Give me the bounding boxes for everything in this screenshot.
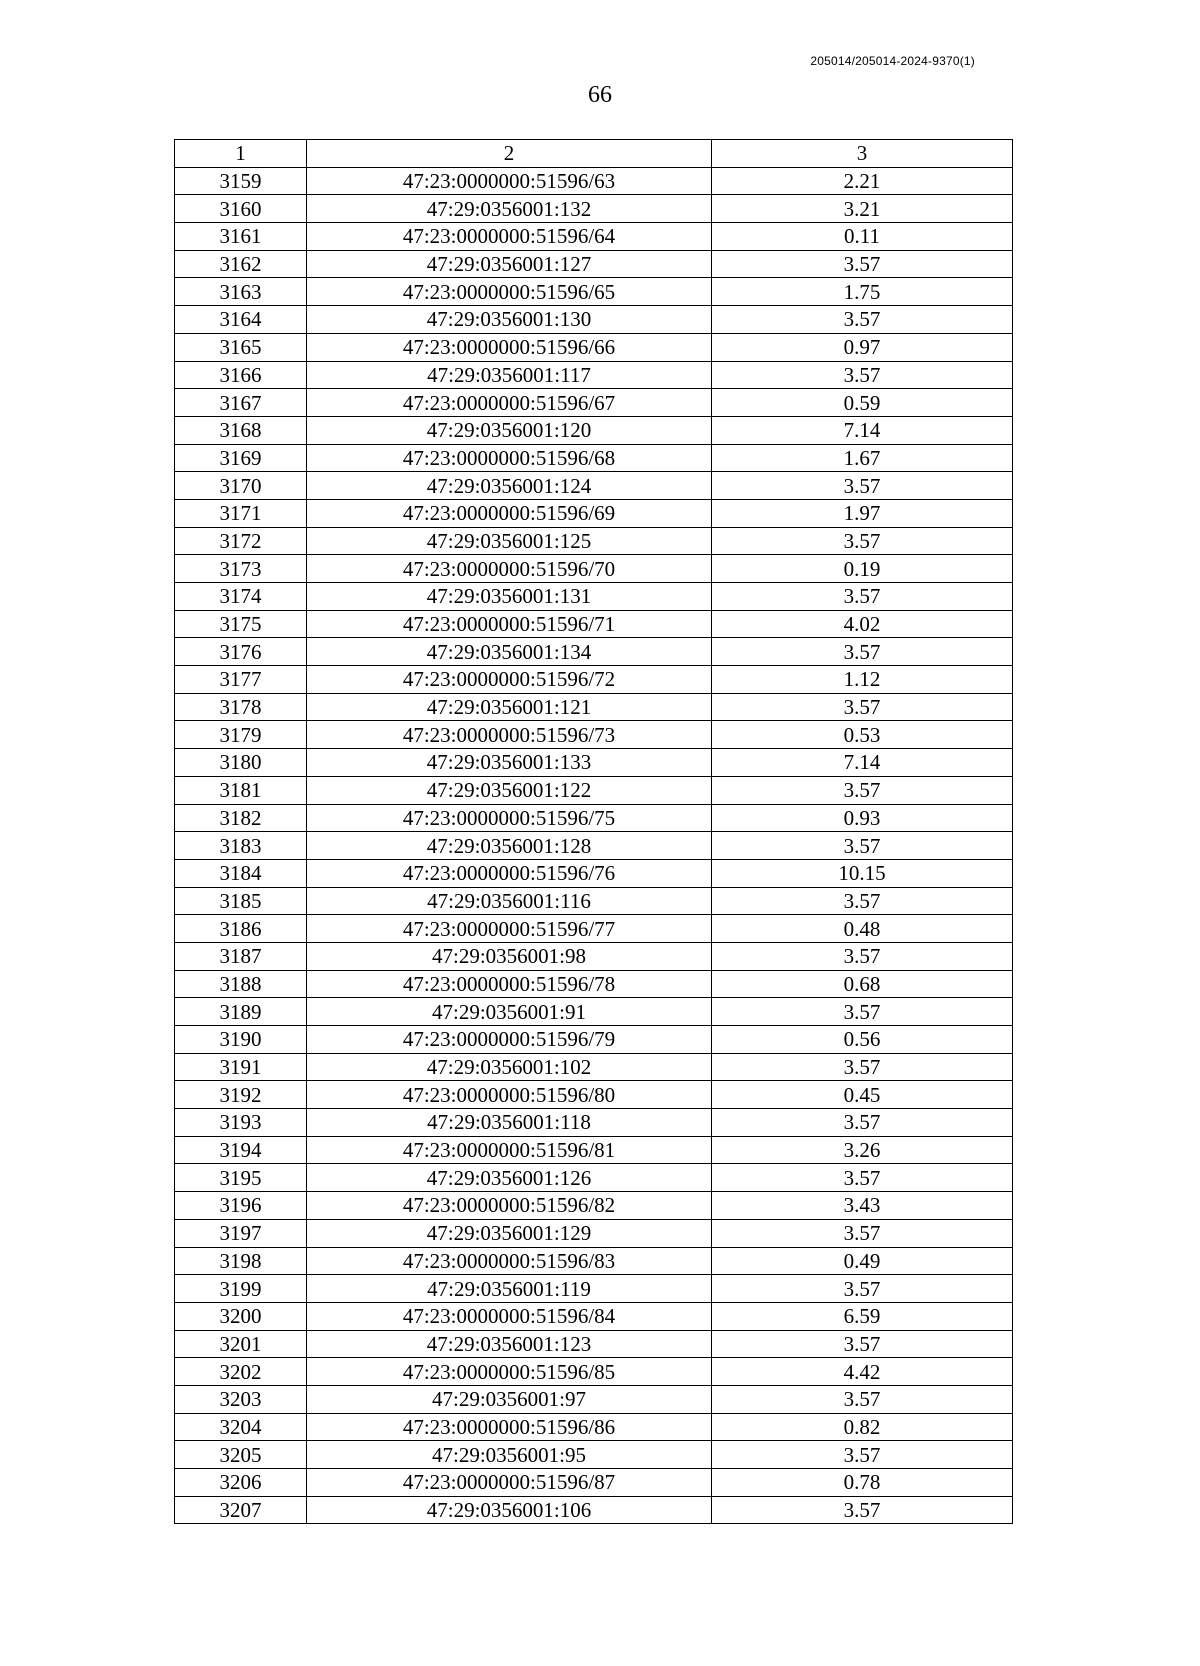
table-row [175, 1385, 1013, 1413]
table-row [175, 555, 1013, 583]
cadastral-number-cell: 47:23:0000000:51596/70 [307, 555, 712, 583]
cadastral-number-cell: 47:23:0000000:51596/80 [307, 1081, 712, 1109]
value-cell: 3.57 [712, 832, 1013, 860]
value-cell: 4.02 [712, 610, 1013, 638]
table-row [175, 306, 1013, 334]
table-row [175, 250, 1013, 278]
table-row [175, 638, 1013, 666]
row-number-cell: 3175 [175, 610, 307, 638]
value-cell: 3.57 [712, 361, 1013, 389]
data-table-container [174, 139, 1012, 1524]
table-row [175, 389, 1013, 417]
value-cell: 3.57 [712, 1219, 1013, 1247]
value-cell: 3.57 [712, 250, 1013, 278]
cadastral-number-cell: 47:23:0000000:51596/66 [307, 333, 712, 361]
table-row [175, 859, 1013, 887]
value-cell: 0.93 [712, 804, 1013, 832]
row-number-cell: 3165 [175, 333, 307, 361]
value-cell: 6.59 [712, 1302, 1013, 1330]
table-row [175, 416, 1013, 444]
table-row [175, 1053, 1013, 1081]
cadastral-number-cell: 47:23:0000000:51596/68 [307, 444, 712, 472]
row-number-cell: 3186 [175, 915, 307, 943]
row-number-cell: 3199 [175, 1275, 307, 1303]
table-row [175, 1413, 1013, 1441]
value-cell: 0.97 [712, 333, 1013, 361]
row-number-cell: 3191 [175, 1053, 307, 1081]
column-header-3: 3 [712, 140, 1013, 168]
cadastral-number-cell: 47:23:0000000:51596/77 [307, 915, 712, 943]
table-row [175, 1247, 1013, 1275]
cadastral-number-cell: 47:23:0000000:51596/67 [307, 389, 712, 417]
table-row [175, 1192, 1013, 1220]
value-cell: 3.26 [712, 1136, 1013, 1164]
value-cell: 3.57 [712, 1053, 1013, 1081]
row-number-cell: 3187 [175, 942, 307, 970]
row-number-cell: 3204 [175, 1413, 307, 1441]
cadastral-number-cell: 47:29:0356001:117 [307, 361, 712, 389]
cadastral-number-cell: 47:29:0356001:118 [307, 1109, 712, 1137]
value-cell: 1.67 [712, 444, 1013, 472]
value-cell: 3.57 [712, 472, 1013, 500]
value-cell: 3.57 [712, 776, 1013, 804]
row-number-cell: 3161 [175, 223, 307, 251]
value-cell: 0.45 [712, 1081, 1013, 1109]
table-row [175, 1275, 1013, 1303]
document-id: 205014/205014-2024-9370(1) [810, 54, 975, 68]
value-cell: 3.43 [712, 1192, 1013, 1220]
value-cell: 1.75 [712, 278, 1013, 306]
row-number-cell: 3197 [175, 1219, 307, 1247]
row-number-cell: 3166 [175, 361, 307, 389]
value-cell: 10.15 [712, 859, 1013, 887]
row-number-cell: 3180 [175, 749, 307, 777]
cadastral-number-cell: 47:29:0356001:127 [307, 250, 712, 278]
table-row [175, 527, 1013, 555]
row-number-cell: 3184 [175, 859, 307, 887]
value-cell: 3.57 [712, 583, 1013, 611]
cadastral-number-cell: 47:29:0356001:98 [307, 942, 712, 970]
value-cell: 3.57 [712, 1330, 1013, 1358]
row-number-cell: 3183 [175, 832, 307, 860]
table-body [175, 167, 1013, 1524]
table-row [175, 998, 1013, 1026]
cadastral-number-cell: 47:23:0000000:51596/84 [307, 1302, 712, 1330]
cadastral-number-cell: 47:23:0000000:51596/64 [307, 223, 712, 251]
cadastral-number-cell: 47:29:0356001:121 [307, 693, 712, 721]
row-number-cell: 3207 [175, 1496, 307, 1524]
table-row [175, 1358, 1013, 1386]
table-row [175, 1441, 1013, 1469]
row-number-cell: 3206 [175, 1469, 307, 1497]
cadastral-number-cell: 47:29:0356001:126 [307, 1164, 712, 1192]
cadastral-number-cell: 47:23:0000000:51596/86 [307, 1413, 712, 1441]
cadastral-number-cell: 47:29:0356001:124 [307, 472, 712, 500]
table-row [175, 1026, 1013, 1054]
value-cell: 3.57 [712, 942, 1013, 970]
row-number-cell: 3168 [175, 416, 307, 444]
column-header-2: 2 [307, 140, 712, 168]
table-row [175, 583, 1013, 611]
cadastral-number-cell: 47:23:0000000:51596/82 [307, 1192, 712, 1220]
value-cell: 3.57 [712, 1164, 1013, 1192]
value-cell: 1.97 [712, 499, 1013, 527]
table-row [175, 1302, 1013, 1330]
row-number-cell: 3192 [175, 1081, 307, 1109]
cadastral-number-cell: 47:29:0356001:122 [307, 776, 712, 804]
value-cell: 3.57 [712, 1496, 1013, 1524]
value-cell: 3.57 [712, 998, 1013, 1026]
table-header [175, 140, 1013, 168]
row-number-cell: 3196 [175, 1192, 307, 1220]
table-row [175, 721, 1013, 749]
table-row [175, 1330, 1013, 1358]
value-cell: 0.48 [712, 915, 1013, 943]
table-row [175, 1469, 1013, 1497]
row-number-cell: 3170 [175, 472, 307, 500]
row-number-cell: 3174 [175, 583, 307, 611]
row-number-cell: 3200 [175, 1302, 307, 1330]
cadastral-number-cell: 47:29:0356001:123 [307, 1330, 712, 1358]
table-row [175, 915, 1013, 943]
value-cell: 1.12 [712, 666, 1013, 694]
cadastral-number-cell: 47:29:0356001:134 [307, 638, 712, 666]
data-table [174, 139, 1013, 1524]
cadastral-number-cell: 47:29:0356001:102 [307, 1053, 712, 1081]
table-row [175, 361, 1013, 389]
cadastral-number-cell: 47:29:0356001:106 [307, 1496, 712, 1524]
value-cell: 4.42 [712, 1358, 1013, 1386]
row-number-cell: 3164 [175, 306, 307, 334]
value-cell: 3.57 [712, 1441, 1013, 1469]
table-row [175, 610, 1013, 638]
page-number: 66 [588, 82, 612, 108]
row-number-cell: 3173 [175, 555, 307, 583]
value-cell: 0.68 [712, 970, 1013, 998]
row-number-cell: 3198 [175, 1247, 307, 1275]
value-cell: 3.57 [712, 1385, 1013, 1413]
value-cell: 0.53 [712, 721, 1013, 749]
column-header-1: 1 [175, 140, 307, 168]
row-number-cell: 3194 [175, 1136, 307, 1164]
value-cell: 3.21 [712, 195, 1013, 223]
table-row [175, 804, 1013, 832]
table-row [175, 278, 1013, 306]
cadastral-number-cell: 47:29:0356001:128 [307, 832, 712, 860]
value-cell: 3.57 [712, 306, 1013, 334]
row-number-cell: 3185 [175, 887, 307, 915]
cadastral-number-cell: 47:23:0000000:51596/79 [307, 1026, 712, 1054]
table-row [175, 776, 1013, 804]
cadastral-number-cell: 47:29:0356001:120 [307, 416, 712, 444]
row-number-cell: 3171 [175, 499, 307, 527]
row-number-cell: 3167 [175, 389, 307, 417]
cadastral-number-cell: 47:29:0356001:116 [307, 887, 712, 915]
table-row [175, 693, 1013, 721]
value-cell: 3.57 [712, 693, 1013, 721]
table-row [175, 1219, 1013, 1247]
cadastral-number-cell: 47:23:0000000:51596/76 [307, 859, 712, 887]
value-cell: 0.59 [712, 389, 1013, 417]
cadastral-number-cell: 47:23:0000000:51596/72 [307, 666, 712, 694]
table-row [175, 1109, 1013, 1137]
table-row [175, 970, 1013, 998]
cadastral-number-cell: 47:29:0356001:132 [307, 195, 712, 223]
cadastral-number-cell: 47:29:0356001:129 [307, 1219, 712, 1247]
value-cell: 2.21 [712, 167, 1013, 195]
table-row [175, 472, 1013, 500]
row-number-cell: 3190 [175, 1026, 307, 1054]
row-number-cell: 3179 [175, 721, 307, 749]
cadastral-number-cell: 47:23:0000000:51596/69 [307, 499, 712, 527]
cadastral-number-cell: 47:29:0356001:97 [307, 1385, 712, 1413]
table-row [175, 333, 1013, 361]
table-row [175, 832, 1013, 860]
row-number-cell: 3159 [175, 167, 307, 195]
cadastral-number-cell: 47:23:0000000:51596/87 [307, 1469, 712, 1497]
row-number-cell: 3162 [175, 250, 307, 278]
cadastral-number-cell: 47:23:0000000:51596/71 [307, 610, 712, 638]
row-number-cell: 3203 [175, 1385, 307, 1413]
cadastral-number-cell: 47:23:0000000:51596/75 [307, 804, 712, 832]
header-row [175, 140, 1013, 168]
table-row [175, 887, 1013, 915]
row-number-cell: 3201 [175, 1330, 307, 1358]
row-number-cell: 3163 [175, 278, 307, 306]
table-row [175, 942, 1013, 970]
cadastral-number-cell: 47:23:0000000:51596/63 [307, 167, 712, 195]
row-number-cell: 3188 [175, 970, 307, 998]
value-cell: 3.57 [712, 527, 1013, 555]
cadastral-number-cell: 47:23:0000000:51596/73 [307, 721, 712, 749]
cadastral-number-cell: 47:23:0000000:51596/83 [307, 1247, 712, 1275]
table-row [175, 1496, 1013, 1524]
table-row [175, 223, 1013, 251]
table-row [175, 1164, 1013, 1192]
cadastral-number-cell: 47:29:0356001:133 [307, 749, 712, 777]
row-number-cell: 3160 [175, 195, 307, 223]
table-row [175, 444, 1013, 472]
row-number-cell: 3177 [175, 666, 307, 694]
cadastral-number-cell: 47:23:0000000:51596/81 [307, 1136, 712, 1164]
table-row [175, 499, 1013, 527]
cadastral-number-cell: 47:29:0356001:91 [307, 998, 712, 1026]
value-cell: 7.14 [712, 749, 1013, 777]
value-cell: 3.57 [712, 1275, 1013, 1303]
table-row [175, 749, 1013, 777]
cadastral-number-cell: 47:23:0000000:51596/65 [307, 278, 712, 306]
cadastral-number-cell: 47:29:0356001:95 [307, 1441, 712, 1469]
table-row [175, 1136, 1013, 1164]
value-cell: 0.56 [712, 1026, 1013, 1054]
cadastral-number-cell: 47:23:0000000:51596/85 [307, 1358, 712, 1386]
row-number-cell: 3189 [175, 998, 307, 1026]
value-cell: 3.57 [712, 887, 1013, 915]
value-cell: 0.78 [712, 1469, 1013, 1497]
row-number-cell: 3195 [175, 1164, 307, 1192]
table-row [175, 195, 1013, 223]
value-cell: 7.14 [712, 416, 1013, 444]
cadastral-number-cell: 47:23:0000000:51596/78 [307, 970, 712, 998]
value-cell: 3.57 [712, 638, 1013, 666]
table-row [175, 1081, 1013, 1109]
row-number-cell: 3181 [175, 776, 307, 804]
row-number-cell: 3205 [175, 1441, 307, 1469]
table-row [175, 167, 1013, 195]
table-row [175, 666, 1013, 694]
cadastral-number-cell: 47:29:0356001:125 [307, 527, 712, 555]
row-number-cell: 3178 [175, 693, 307, 721]
value-cell: 0.11 [712, 223, 1013, 251]
value-cell: 0.49 [712, 1247, 1013, 1275]
cadastral-number-cell: 47:29:0356001:119 [307, 1275, 712, 1303]
value-cell: 3.57 [712, 1109, 1013, 1137]
row-number-cell: 3193 [175, 1109, 307, 1137]
row-number-cell: 3169 [175, 444, 307, 472]
row-number-cell: 3176 [175, 638, 307, 666]
cadastral-number-cell: 47:29:0356001:130 [307, 306, 712, 334]
cadastral-number-cell: 47:29:0356001:131 [307, 583, 712, 611]
row-number-cell: 3172 [175, 527, 307, 555]
value-cell: 0.19 [712, 555, 1013, 583]
row-number-cell: 3182 [175, 804, 307, 832]
row-number-cell: 3202 [175, 1358, 307, 1386]
value-cell: 0.82 [712, 1413, 1013, 1441]
